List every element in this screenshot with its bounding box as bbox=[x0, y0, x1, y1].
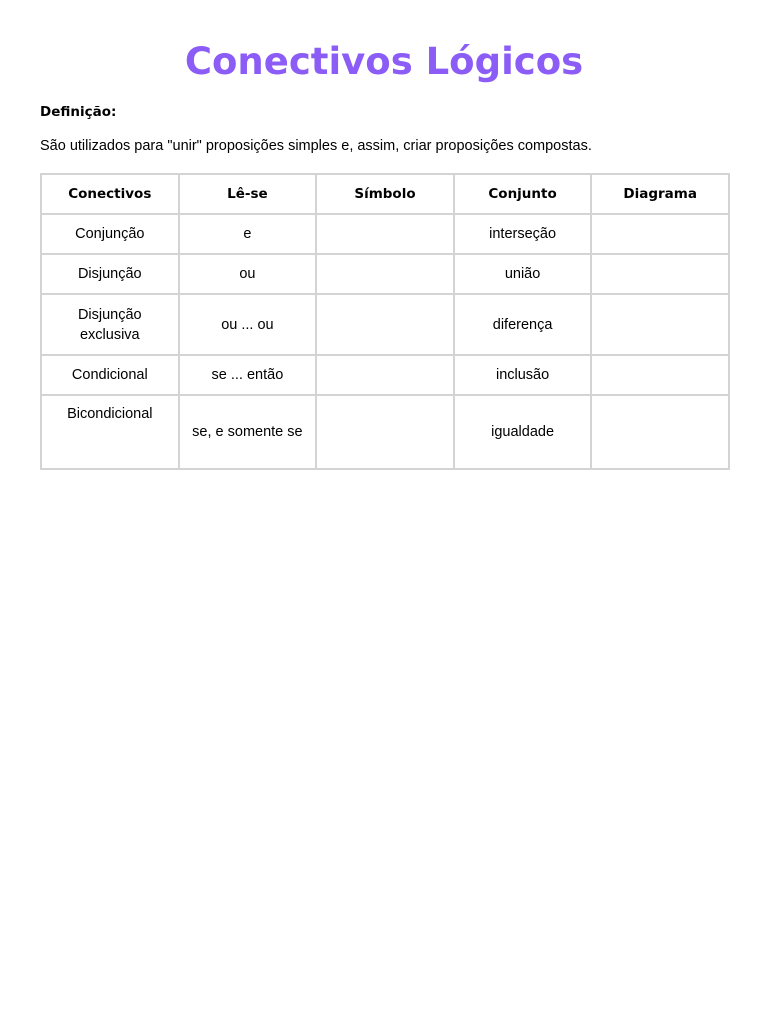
cell-le-se: ou ... ou bbox=[179, 294, 317, 355]
header-diagrama: Diagrama bbox=[591, 174, 729, 214]
cell-simbolo bbox=[316, 214, 454, 254]
cell-conectivo: Condicional bbox=[41, 355, 179, 395]
definition-text: São utilizados para "unir" proposições simples e, assim, criar proposições compostas. bbox=[40, 138, 592, 154]
cell-conectivo: Disjunção exclusiva bbox=[41, 294, 179, 355]
table-row bbox=[41, 214, 729, 254]
cell-le-se: se ... então bbox=[179, 355, 317, 395]
cell-conjunto: diferença bbox=[454, 294, 592, 355]
cell-conjunto: igualdade bbox=[454, 395, 592, 469]
cell-le-se: ou bbox=[179, 254, 317, 294]
table-row bbox=[41, 254, 729, 294]
cell-conjunto: interseção bbox=[454, 214, 592, 254]
table-row bbox=[41, 355, 729, 395]
definition-label: Definição: bbox=[40, 104, 117, 120]
cell-conjunto: união bbox=[454, 254, 592, 294]
cell-simbolo bbox=[316, 395, 454, 469]
cell-simbolo bbox=[316, 254, 454, 294]
cell-diagrama bbox=[591, 214, 729, 254]
cell-diagrama bbox=[591, 254, 729, 294]
header-conectivos: Conectivos bbox=[41, 174, 179, 214]
cell-diagrama bbox=[591, 294, 729, 355]
cell-conectivo: Bicondicional bbox=[41, 395, 179, 469]
cell-conjunto: inclusão bbox=[454, 355, 592, 395]
cell-diagrama bbox=[591, 355, 729, 395]
header-conjunto: Conjunto bbox=[454, 174, 592, 214]
cell-simbolo bbox=[316, 294, 454, 355]
cell-simbolo bbox=[316, 355, 454, 395]
page-title: Conectivos Lógicos bbox=[184, 40, 584, 83]
header-le-se: Lê-se bbox=[179, 174, 317, 214]
table-row bbox=[41, 294, 729, 355]
cell-conectivo: Disjunção bbox=[41, 254, 179, 294]
table-header bbox=[41, 174, 729, 214]
header-simbolo: Símbolo bbox=[316, 174, 454, 214]
cell-le-se: e bbox=[179, 214, 317, 254]
cell-le-se: se, e somente se bbox=[179, 395, 317, 469]
header-row bbox=[41, 174, 729, 214]
table-row bbox=[41, 395, 729, 469]
cell-diagrama bbox=[591, 395, 729, 469]
cell-conectivo: Conjunção bbox=[41, 214, 179, 254]
connectives-table bbox=[40, 173, 730, 470]
table-body bbox=[41, 214, 729, 469]
